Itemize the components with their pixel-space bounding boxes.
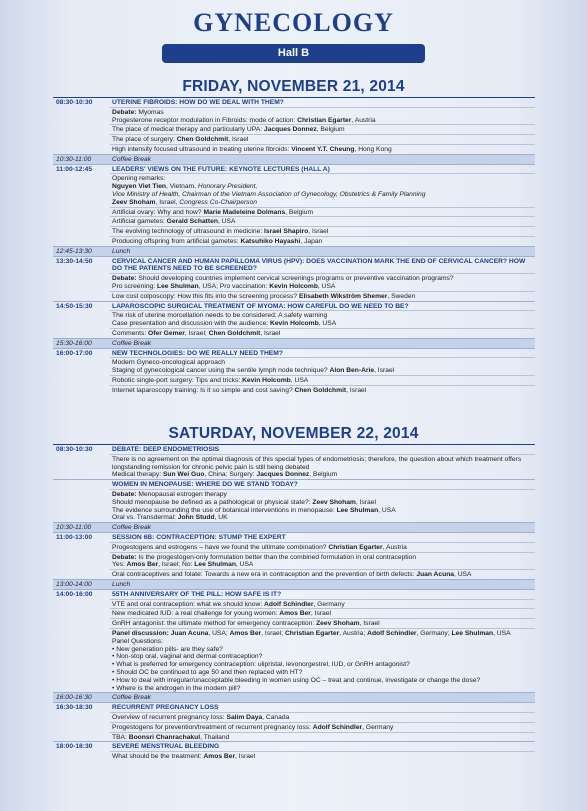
list-item: TBA: Boonsri Chanrachakul, Thailand [110, 732, 535, 742]
day-heading-saturday: SATURDAY, NOVEMBER 22, 2014 [168, 425, 419, 442]
session-row: 14:00-16:00 55TH ANNIVERSARY OF THE PILL: HOW SAFE IS IT? VTE and oral contraception: what we should know: Adolf Schindler, Germany New medicated IUD: a real challenge for young women: Amos Ber, Israel GnRH antagonist: the ultimate method for emergency contraception: Zeev Shoham, Israel Panel discussion: Juan Acuna, USA; Amos Ber, Israel; Christian Egarter, Austria; Adolf Schindler, Germany; Lee Shulman, USA Panel Questions: • New generation pills- are they safe? • Non-stop oral, vaginal and dermal contraception? • What is preferred for emergency contraception: ulipristal, levonorgestrel, IUD, or GnRH antagonist? • Should OC be continued to age 50 and then replaced with HT? • How to deal with irregular/unacceptable bleeding in women using OC – treat and continue, investigate or change the dose? • Where is the androgen in the modern pill? [53, 589, 535, 693]
list-item: Debate: Menopausal estrogen therapy Should menopause be defined as a pathological or physical state?: Zeev Shoham, Israel The evidence surrounding the use of botanical interventions in menopause: Lee Shulman, USA Oral vs. Transdermal: John Studd, UK [110, 489, 535, 522]
list-item: Debate: Should developing countries implement cervical screenings programs or preventive vaccination programs? Pro screening: Lee Shulman, USA; Pro vaccination: Kevin Holcomb, USA [110, 273, 535, 291]
session-time: 08:30-10:30 [56, 99, 93, 106]
session-row: 11:00-12:45 LEADERS' VIEWS ON THE FUTURE: KEYNOTE LECTURES (HALL A) Opening remarks: Nguyen Viet Tien, Vietnam, Honorary President, Vice Ministry of Health, Chairman of the Vietnam Association of Gynecology, Obstetrics & Family Planning Zeev Shoham, Israel, Congress Co-Chairperson Artificial ovary: Why and how? Marie Madeleine Dolmans, Belgium Artificial gametes: Gerald Schatten, USA The evolving technology of ultrasound in medicine: Israel Shapiro, Israel Producing offspring from artificial gametes: Katsuhiko Hayashi, Japan [53, 164, 535, 246]
break-row: 13:00-14:00 Lunch [53, 579, 535, 589]
list-item: Panel discussion: Juan Acuna, USA; Amos Ber, Israel; Christian Egarter, Austria; Adolf Schindler, Germany; Lee Shulman, USA Panel Questions: • New generation pills- are they safe? • Non-stop oral, vaginal and dermal contraception? • What is preferred for emergency contraception: ulipristal, levonorgestrel, IUD, or GnRH antagonist? • Should OC be continued to age 50 and then replaced with HT? • How to deal with irregular/unacceptable bleeding in women using OC – treat and continue, investigate or change the dose? • Where is the androgen in the modern pill? [110, 628, 535, 692]
session-row: 11:00-13:00 SESSION 6B: CONTRACEPTION: STUMP THE EXPERT Progestogens and estrogens – have we found the ultimate combination? Christian Egarter, Austria Debate: Is the progestogen-only formulation better than the combined formulation in oral contraception Yes: Amos Ber, Israel; No: Lee Shulman, USA Oral contraceptives and folate: Towards a new era in contraception and the prevention of birth defects: Juan Acuna, USA [53, 532, 535, 579]
session-title: NEW TECHNOLOGIES: DO WE REALLY NEED THEM? [112, 349, 283, 357]
list-item: Modern Gyneco-oncological approach Staging of gynecological cancer using the sentile lymph node technique? Alon Ben-Arie, Israel [110, 357, 535, 375]
list-item: Low cost colposcopy: How this fits into the screening process? Elisabeth Wikström Shemer, Sweden [110, 291, 535, 301]
list-item: The evolving technology of ultrasound in medicine: Israel Shapiro, Israel [110, 226, 535, 236]
list-item: Artificial gametes: Gerald Schatten, USA [110, 216, 535, 226]
list-item: What should be the treatment: Amos Ber, Israel [110, 751, 535, 761]
list-item: Overview of recurrent pregnancy loss: Salim Daya, Canada [110, 712, 535, 722]
session-title: CERVICAL CANCER AND HUMAN PAPILLOMA VIRUS (HPV): DOES VACCINATION MARK THE END OF CERVICAL CANCER? HOW DO THE PATIENTS NEED TO BE SCREENED? [112, 257, 526, 273]
list-item: The place of medical therapy and particularly UPA: Jacques Donnez, Belgium [110, 124, 535, 134]
list-item: Progestogens for prevention/treatment of recurrent pregnancy loss: Adolf Schindler, Germany [110, 722, 535, 732]
session-row [53, 479, 535, 522]
list-item: The place of surgery: Chen Goldchmit, Israel [110, 134, 535, 144]
session-row: 16:30-18:30 RECURRENT PREGNANCY LOSS Overview of recurrent pregnancy loss: Salim Daya, Canada Progestogens for prevention/treatment of recurrent pregnancy loss: Adolf Schindler, Germany TBA: Boonsri Chanrachakul, Thailand [53, 702, 535, 741]
session-row [53, 97, 535, 154]
list-item: New medicated IUD: a real challenge for young women: Amos Ber, Israel [110, 608, 535, 618]
saturday-schedule [53, 444, 535, 761]
session-row: 13:30-14:50 CERVICAL CANCER AND HUMAN PAPILLOMA VIRUS (HPV): DOES VACCINATION MARK THE END OF CERVICAL CANCER? HOW DO THE PATIENTS NEED TO BE SCREENED? Debate: Should developing countries implement cervical screenings programs or preventive vaccination programs? Pro screening: Lee Shulman, USA; Pro vaccination: Kevin Holcomb, USA Low cost colposcopy: How this fits into the screening process? Elisabeth Wikström Shemer, Sweden [53, 256, 535, 301]
list-item: Producing offspring from artificial gametes: Katsuhiko Hayashi, Japan [110, 236, 535, 246]
day-heading-friday: FRIDAY, NOVEMBER 21, 2014 [182, 78, 405, 95]
page-title: GYNECOLOGY [193, 8, 394, 37]
session-title: SESSION 6B: CONTRACEPTION: STUMP THE EXPERT [112, 533, 286, 541]
list-item: Comments: Ofer Gemer, Israel; Chen Goldchmit, Israel [110, 328, 535, 338]
break-row: 10:30-11:00 Coffee Break [53, 154, 535, 164]
session-title: LEADERS' VIEWS ON THE FUTURE: KEYNOTE LECTURES (HALL A) [112, 165, 330, 173]
list-item: Debate: Is the progestogen-only formulation better than the combined formulation in oral contraception Yes: Amos Ber, Israel; No: Lee Shulman, USA [110, 552, 535, 570]
list-item: Artificial ovary: Why and how? Marie Madeleine Dolmans, Belgium [110, 207, 535, 217]
break-row: 12:45-13:30 Lunch [53, 246, 535, 256]
list-item: High intensity focused ultrasound in treating uterine fibroids: Vincent Y.T. Cheung, Hong Kong [110, 144, 535, 154]
session-title: WOMEN IN MENOPAUSE: WHERE DO WE STAND TODAY? [112, 481, 298, 489]
list-item: Opening remarks: Nguyen Viet Tien, Vietnam, Honorary President, Vice Ministry of Health, Chairman of the Vietnam Association of Gynecology, Obstetrics & Family Planning Zeev Shoham, Israel, Congress Co-Chairperson [110, 173, 535, 206]
session-title: RECURRENT PREGNANCY LOSS [112, 704, 219, 712]
break-row: 16:00-16:30 Coffee Break [53, 692, 535, 702]
break-row: 10:30-11:00 Coffee Break [53, 522, 535, 532]
list-item: Progestogens and estrogens – have we found the ultimate combination? Christian Egarter, Austria [110, 542, 535, 552]
friday-schedule [53, 97, 535, 395]
list-item: VTE and oral contraception: what we should know: Adolf Schindler, Germany [110, 599, 535, 609]
list-item: GnRH antagonist: the ultimate method for emergency contraception: Zeev Shoham, Israel [110, 618, 535, 628]
break-row: 15:30-16:00 Coffee Break [53, 338, 535, 348]
list-item: Internet laparoscopy training: Is it so simple and cost saving? Chen Goldchmit, Israel [110, 385, 535, 395]
session-row: 16:00-17:00 NEW TECHNOLOGIES: DO WE REALLY NEED THEM? Modern Gyneco-oncological approach Staging of gynecological cancer using the sentile lymph node technique? Alon Ben-Arie, Israel Robotic single-port surgery: Tips and tricks: Kevin Holcomb, USA Internet laparoscopy training: Is it so simple and cost saving? Chen Goldchmit, Israel [53, 348, 535, 395]
session-title: DEBATE: DEEP ENDOMETRIOSIS [112, 446, 220, 453]
hall-banner: Hall B [162, 44, 425, 63]
list-item: Debate: Myomas Progesterone receptor modulation in Fibroids: mode of action: Christian Egarter, Austria [110, 107, 535, 125]
session-title: UTERINE FIBROIDS: HOW DO WE DEAL WITH THEM? [112, 99, 284, 106]
list-item: There is no agreement on the optimal diagnosis of this special types of endometriosis; therefore, the question about which treatment offers longstanding remission for chronic pelvic pain is still being debated Medical therapy: Sun Wei Guo, China; Surgery: Jacques Donnez, Belgium [110, 454, 535, 479]
session-title: 55TH ANNIVERSARY OF THE PILL: HOW SAFE IS IT? [112, 590, 282, 598]
list-item: Robotic single-port surgery: Tips and tricks: Kevin Holcomb, USA [110, 375, 535, 385]
session-row: 14:50-15:30 LAPAROSCOPIC SURGICAL TREATMENT OF MYOMA: HOW CAREFUL DO WE NEED TO BE? The risk of uterine morcellation needs to be considered: A safety warning Case presentation and discussion with the audience: Kevin Holcomb, USA Comments: Ofer Gemer, Israel; Chen Goldchmit, Israel [53, 301, 535, 338]
session-title: LAPAROSCOPIC SURGICAL TREATMENT OF MYOMA: HOW CAREFUL DO WE NEED TO BE? [112, 302, 409, 310]
list-item: Oral contraceptives and folate: Towards a new era in contraception and the prevention of birth defects: Juan Acuna, USA [110, 569, 535, 579]
session-row: 08:30-10:30 DEBATE: DEEP ENDOMETRIOSIS There is no agreement on the optimal diagnosis of this special types of endometriosis; therefore, the question about which treatment offers longstanding remission for chronic pelvic pain is still being debated Medical therapy: Sun Wei Guo, China; Surgery: Jacques Donnez, Belgium [53, 444, 535, 479]
session-row: 18:00-18:30 SEVERE MENSTRUAL BLEEDING What should be the treatment: Amos Ber, Israel [53, 741, 535, 761]
session-title: SEVERE MENSTRUAL BLEEDING [112, 743, 220, 751]
list-item: The risk of uterine morcellation needs to be considered: A safety warning Case presentation and discussion with the audience: Kevin Holcomb, USA [110, 310, 535, 328]
